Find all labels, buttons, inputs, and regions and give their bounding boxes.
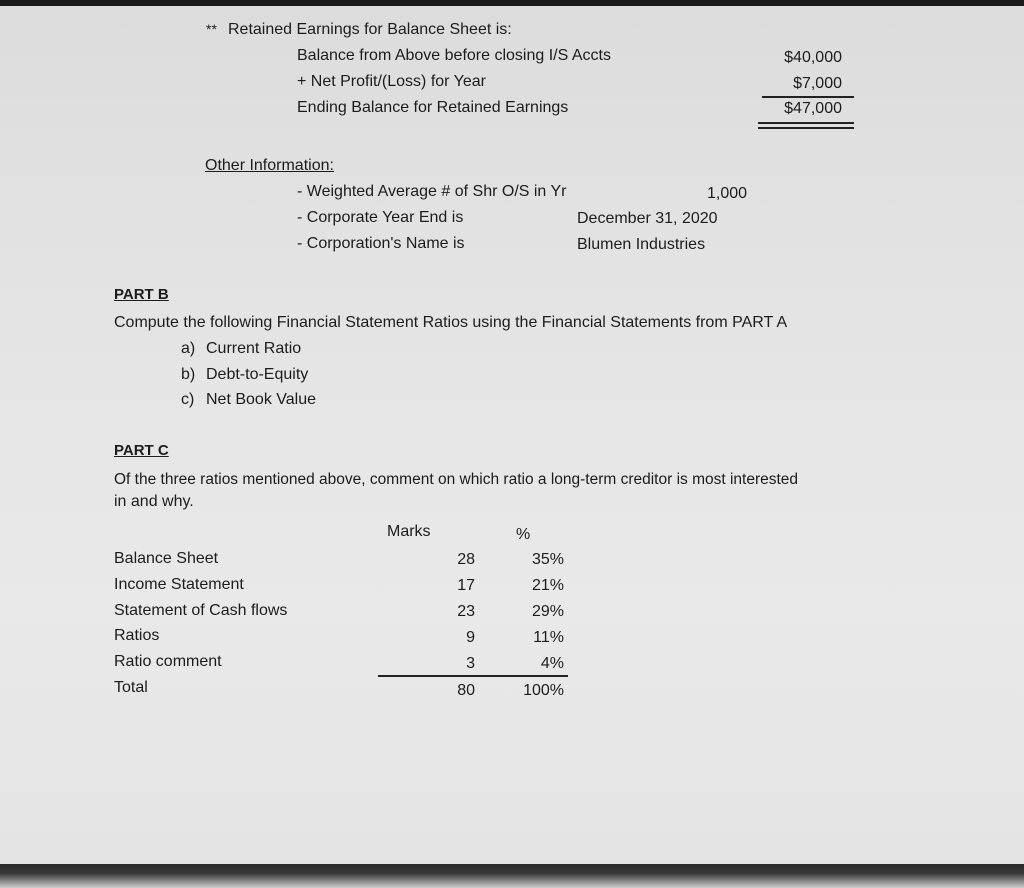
retained-row-value: $47,000: [784, 100, 842, 117]
marks-row-pct: 35%: [531, 551, 564, 568]
retained-row-value: $7,000: [793, 75, 842, 92]
marks-row-pct: 4%: [540, 655, 564, 672]
total-label: Total: [114, 679, 148, 696]
marks-row-marks: 3: [466, 655, 475, 672]
double-rule-bottom: [758, 127, 854, 129]
marks-row-marks: 23: [457, 603, 475, 620]
total-pct: 100%: [523, 682, 564, 699]
marks-row-label: Balance Sheet: [114, 550, 219, 567]
subtotal-rule: [762, 96, 854, 98]
part-c-text: Of the three ratios mentioned above, comment on which ratio a long-term creditor is most interested: [114, 471, 799, 488]
part-c-heading: PART C: [114, 442, 169, 459]
total-rule: [378, 675, 568, 677]
other-info-heading: Other Information:: [205, 157, 334, 174]
marks-row-marks: 9: [466, 629, 475, 646]
part-b-item: Current Ratio: [206, 340, 302, 357]
marks-row-label: Ratios: [114, 627, 160, 644]
marks-row-label: Ratio comment: [114, 653, 222, 670]
other-info-label: - Corporate Year End is: [297, 209, 464, 226]
other-info-value: Blumen Industries: [577, 236, 706, 253]
part-b-item-marker: a): [181, 340, 196, 357]
other-info-value: 1,000: [707, 185, 748, 202]
other-info-value: December 31, 2020: [577, 210, 718, 227]
document-page: [0, 6, 1024, 864]
marks-row-label: Income Statement: [114, 576, 244, 593]
marks-row-pct: 21%: [531, 577, 564, 594]
other-info-label: - Weighted Average # of Shr O/S in Yr: [297, 183, 567, 200]
other-info-label: - Corporation's Name is: [297, 235, 465, 252]
retained-row-label: + Net Profit/(Loss) for Year: [297, 73, 486, 90]
part-b-item-marker: b): [181, 366, 196, 383]
part-c-text: in and why.: [114, 493, 194, 510]
double-rule-top: [758, 122, 854, 124]
part-b-item: Debt-to-Equity: [206, 366, 309, 383]
marks-row-pct: 11%: [533, 629, 564, 646]
part-b-text: Compute the following Financial Statement Ratios using the Financial Statements from PART A: [114, 314, 788, 331]
total-marks: 80: [457, 682, 475, 699]
retained-row-label: Balance from Above before closing I/S Accts: [297, 47, 611, 64]
retained-row-value: $40,000: [784, 49, 842, 66]
part-b-item-marker: c): [181, 391, 195, 408]
marks-row-marks: 17: [457, 577, 475, 594]
screen-bezel: [0, 864, 1024, 888]
retained-heading: Retained Earnings for Balance Sheet is:: [228, 21, 512, 38]
marks-row-label: Statement of Cash flows: [114, 602, 288, 619]
asterisks: **: [206, 21, 217, 37]
retained-row-label: Ending Balance for Retained Earnings: [297, 99, 569, 116]
part-b-heading: PART B: [114, 286, 169, 303]
marks-row-pct: 29%: [531, 603, 564, 620]
percent-column-header: %: [516, 526, 531, 543]
marks-row-marks: 28: [457, 551, 475, 568]
marks-column-header: Marks: [387, 523, 431, 540]
part-b-item: Net Book Value: [206, 391, 316, 408]
